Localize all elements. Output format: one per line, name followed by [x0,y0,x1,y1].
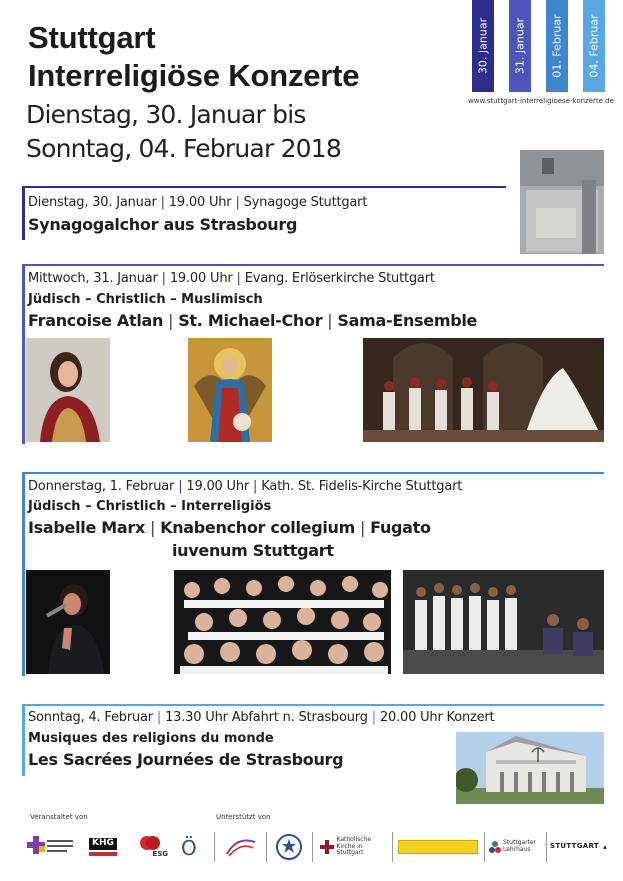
isabelle-marx-photo [26,570,110,674]
event1-info: Dienstag, 30. Januar | 19.00 Uhr | Synagoge Stuttgart [28,195,368,210]
event3-performer-continued: iuvenum Stuttgart [172,541,334,560]
event1-divider [22,186,506,188]
event2-genre: Jüdisch – Christlich – Muslimisch [28,292,263,307]
stuttgart-city-logo: STUTTGART [550,832,608,862]
poster-subtitle-line2: Sonntag, 04. Februar 2018 [26,134,341,163]
poster-title-line2: Interreligiöse Konzerte [28,58,360,93]
organized-by-label: Veranstaltet von [30,813,88,821]
synagogue-photo [520,150,604,254]
date-tab-30-januar: 30. Januar [472,0,494,92]
event2-info: Mittwoch, 31. Januar | 19.00 Uhr | Evang. Erlöserkirche Stuttgart [28,271,435,286]
event3-genre: Jüdisch – Christlich – Interreligiös [28,499,272,514]
event3-info: Donnerstag, 1. Februar | 19.00 Uhr | Kath. St. Fidelis-Kirche Stuttgart [28,479,463,494]
event4-info: Sonntag, 4. Februar | 13.30 Uhr Abfahrt n. Strasbourg | 20.00 Uhr Konzert [28,710,495,725]
event4-genre: Musiques des religions du monde [28,731,274,746]
event3-performers: Isabelle Marx | Knabenchor collegium | Fugato [28,518,431,537]
katholische-kirche-logo: Katholische Kirche in Stuttgart [316,832,390,862]
date-tabs [472,0,606,92]
website-url[interactable]: www.stuttgart-interreligioese-konzerte.de [468,97,614,105]
event4-divider [22,704,604,706]
event1-accent-bar [22,188,25,240]
sama-ensemble-photo [363,338,604,442]
oe-logo [176,832,204,862]
date-tab-01-februar: 01. Februar [546,0,568,92]
event2-performers: Francoise Atlan | St. Michael-Chor | Sama-Ensemble [28,311,478,330]
poster-title-line1: Stuttgart [28,20,156,55]
esg-logo: ESG [132,832,168,862]
event3-accent-bar [22,474,25,676]
st-michael-icon-photo [188,338,272,442]
supporter-logo-star [270,832,308,862]
khg-logo: KHG [86,832,120,862]
poster-subtitle-line1: Dienstag, 30. Januar bis [26,100,306,129]
event2-accent-bar [22,266,25,444]
event2-divider [22,264,604,266]
supported-by-label: Unterstützt von [216,813,271,821]
svg-text:Ö: Ö [181,836,197,860]
event1-performer: Synagogalchor aus Strasbourg [28,215,298,234]
supporter-logo-yellow [396,832,480,862]
event4-accent-bar [22,706,25,776]
knabenchor-photo [174,570,391,674]
strasbourg-synagogue-photo [456,732,604,804]
organizer-logo-cross [26,832,76,862]
event3-divider [22,472,604,474]
date-tab-04-februar: 04. Februar [583,0,605,92]
atlan-photo [26,338,110,442]
stuttgarter-lehrhaus-logo: Stuttgarter Lehrhaus [488,832,544,862]
fugato-photo [403,570,604,674]
event4-performer: Les Sacrées Journées de Strasbourg [28,750,344,769]
supporter-logo-swirl [220,832,262,862]
date-tab-31-januar: 31. Januar [509,0,531,92]
